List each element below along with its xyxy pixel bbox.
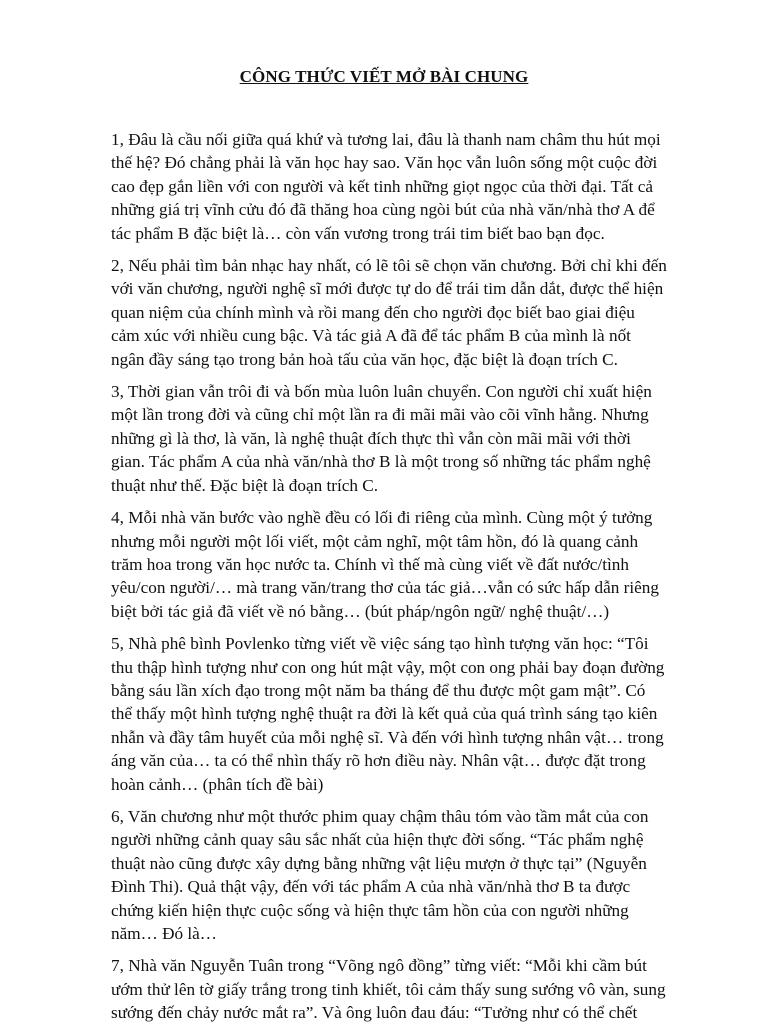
paragraph-5: 5, Nhà phê bình Povlenko từng viết về việc sáng tạo hình tượng văn học: “Tôi thu thập hình tượng như con ong hút mật vậy, một con ong phải bay đoạn đường bằng sáu lần xích đạo trong một năm ba tháng để thu được một gam mật”. Có thể thấy một hình tượng nghệ thuật ra đời là kết quả của quá trình sáng tạo kiên nhẫn và đầy tâm huyết của mỗi nghệ sĩ. Và đến với hình tượng nhân vật… trong áng văn của… ta có thể nhìn thấy rõ hơn điều này. Nhân vật… được đặt trong hoàn cảnh… (phân tích đề bài) (111, 634, 665, 794)
document-body (111, 128, 699, 1034)
document-title: CÔNG THỨC VIẾT MỞ BÀI CHUNG (239, 67, 529, 86)
paragraph-3: 3, Thời gian vẫn trôi đi và bốn mùa luôn luân chuyển. Con người chỉ xuất hiện một lần trong đời và cũng chỉ một lần ra đi mãi mãi vào cõi vĩnh hằng. Nhưng những gì là thơ, là văn, là nghệ thuật đích thực thì vẫn còn mãi mãi với thời gian. Tác phẩm A của nhà văn/nhà thơ B là một trong số những tác phẩm nghệ thuật như thế. Đặc biệt là đoạn trích C. (111, 382, 652, 495)
paragraph-7: 7, Nhà văn Nguyễn Tuân trong “Võng ngô đồng” từng viết: “Mỗi khi cầm bút ướm thử lên tờ giấy trắng trong tinh khiết, tôi cảm thấy sung sướng vô vàn, sung sướng đến chảy nước mắt ra”. Và ông luôn đau đáu: “Tưởng như có thể chết (111, 956, 666, 1023)
paragraph-6: 6, Văn chương như một thước phim quay chậm thâu tóm vào tầm mắt của con người những cảnh quay sâu sắc nhất của hiện thực đời sống. “Tác phẩm nghệ thuật nào cũng được xây dựng bằng những vật liệu mượn ở thực tại” (Nguyễn Đình Thi). Quả thật vậy, đến với tác phẩm A của nhà văn/nhà thơ B ta được chứng kiến hiện thực cuộc sống và hiện thực tâm hồn của con người những năm… Đó là… (111, 806, 649, 943)
paragraph-4: 4, Mỗi nhà văn bước vào nghề đều có lối đi riêng của mình. Cùng một ý tưởng nhưng mỗi người một lối viết, một cảm nghĩ, một tâm hồn, đó là quang cảnh trăm hoa trong văn học nước ta. Chính vì thế mà cùng viết về đất nước/tình yêu/con người/… mà trang văn/trang thơ của tác giả…vẫn có sức hấp dẫn riêng biệt bởi tác giả đã viết về nó bằng… (bút pháp/ngôn ngữ/ nghệ thuật/…) (111, 508, 659, 621)
paragraph-2: 2, Nếu phải tìm bản nhạc hay nhất, có lẽ tôi sẽ chọn văn chương. Bởi chỉ khi đến với văn chương, người nghệ sĩ mới được tự do để trái tim dẫn dắt, được thể hiện quan niệm của chính mình và rồi mang đến cho người đọc biết bao giai điệu cảm xúc với nhiều cung bậc. Và tác giả A đã để tác phẩm B của mình là nốt ngân đầy sáng tạo trong bản hoà tấu của văn học, đặc biệt là đoạn trích C. (111, 256, 667, 369)
paragraph-1: 1, Đâu là cầu nối giữa quá khứ và tương lai, đâu là thanh nam châm thu hút mọi thế hệ? Đó chẳng phải là văn học hay sao. Văn học vẫn luôn sống một cuộc đời cao đẹp gắn liền với con người và kết tinh những giọt ngọc của thời đại. Tất cả những giá trị vĩnh cửu đó đã thăng hoa cùng ngòi bút của nhà văn/nhà thơ A để tác phẩm B đặc biệt là… còn vấn vương trong trái tim biết bao bạn đọc. (111, 130, 661, 243)
